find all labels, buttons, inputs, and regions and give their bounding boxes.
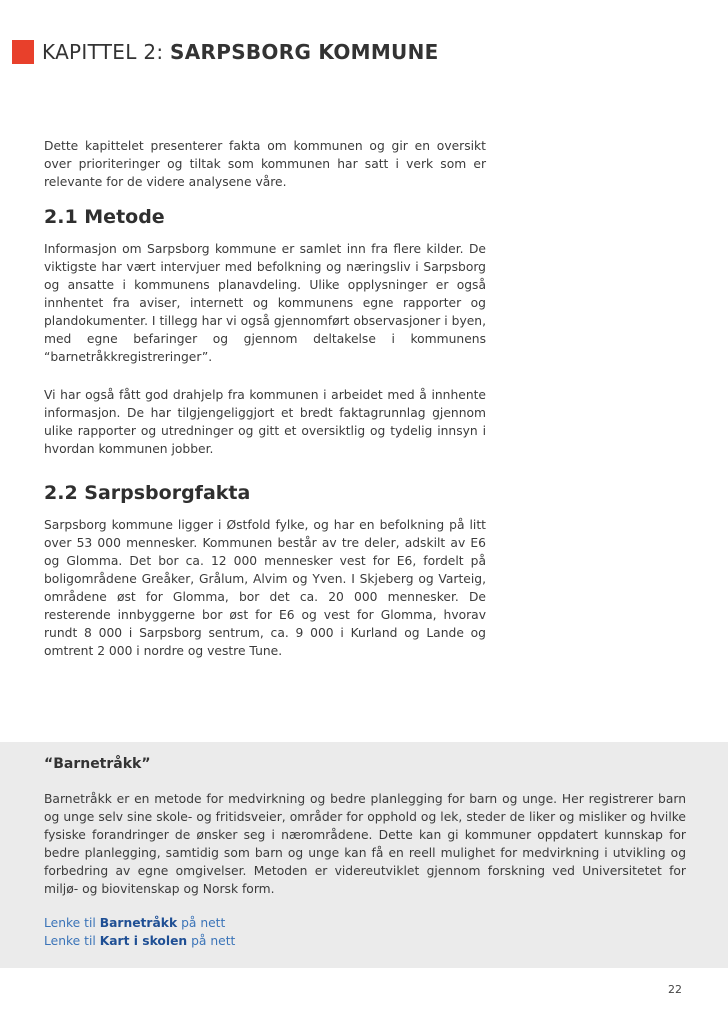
link-barnetrakk[interactable]: [44, 916, 225, 930]
link-barnetrakk-label: Barnetråkk: [99, 916, 178, 930]
link-list: [44, 914, 235, 950]
chapter-title: [42, 40, 439, 64]
link-kart-i-skolen[interactable]: [44, 934, 235, 948]
intro-paragraph: Dette kapittelet presenterer fakta om kommunen og gir en oversikt over prioriteringer og tiltak som kommunen har satt i verk som er relevante for de videre analysene våre.: [44, 139, 486, 189]
metode-paragraph-1: Informasjon om Sarpsborg kommune er samlet inn fra flere kilder. De viktigste har vært intervjuer med befolkning og næringsliv i Sarpsborg og ansatte i kommunens planavdeling. Ulike opplysninger er også innhentet fra aviser, internett og kommunens egne rapporter og plandokumenter. I tillegg har vi også gjennomført observasjoner i byen, med egne befaringer og gjennom deltakelse i kommunens “barnetråkkregistreringer”.: [44, 242, 486, 364]
metode-paragraph-2: Vi har også fått god drahjelp fra kommunen i arbeidet med å innhente informasjon. De har tilgjengeliggjort et bredt faktagrunnlag gjennom ulike rapporter og utredninger og gitt et oversiktlig og tydelig innsyn i hvordan kommunen jobber.: [44, 388, 486, 456]
chapter-marker-square: [12, 40, 34, 64]
section-heading-sarpsborgfakta: 2.2 Sarpsborgfakta: [44, 482, 251, 504]
info-box-title: “Barnetråkk”: [44, 756, 151, 772]
chapter-name: SARPSBORG KOMMUNE: [170, 40, 439, 64]
link-kart-label: Kart i skolen: [99, 934, 188, 948]
chapter-header: [12, 38, 439, 66]
section-heading-metode: 2.1 Metode: [44, 206, 165, 228]
link-barnetrakk-suffix: på nett: [177, 916, 226, 930]
sarpsborgfakta-paragraph: Sarpsborg kommune ligger i Østfold fylke, og har en befolkning på litt over 53 000 mennesker. Kommunen består av tre deler, adskilt av E6 og Glomma. Det bor ca. 12 000 mennesker vest for E6, fordelt på boligområdene Greåker, Grålum, Alvim og Yven. I Skjeberg og Varteig, områdene øst for Glomma, bor det ca. 20 000 mennesker. De resterende innbyggerne bor øst for E6 og vest for Glomma, hvorav rundt 8 000 i Sarpsborg sentrum, ca. 9 000 i Kurland og Lande og omtrent 2 000 i nordre og vestre Tune.: [44, 518, 486, 658]
link-kart-prefix: Lenke til: [44, 934, 100, 948]
info-box-text: Barnetråkk er en metode for medvirkning og bedre planlegging for barn og unge. Her registrerer barn og unge selv sine skole- og fritidsveier, områder for opphold og lek, steder de liker og misliker og hvilke fysiske forandringer de ønsker seg i nærområdene. Dette kan gi kommuner oppdatert kunnskap for bedre planlegging, samtidig som barn og unge kan få en reell mulighet for medvirkning i utvikling og forbedring av egne omgivelser. Metoden er videreutviklet gjennom forskning ved Universitetet for miljø- og biovitenskap og Norsk form.: [44, 792, 686, 896]
chapter-prefix: KAPITTEL 2:: [42, 40, 171, 64]
link-kart-suffix: på nett: [187, 934, 236, 948]
link-barnetrakk-row: [44, 914, 235, 932]
link-barnetrakk-prefix: Lenke til: [44, 916, 100, 930]
page-number: 22: [668, 983, 682, 996]
link-kart-i-skolen-row: [44, 932, 235, 950]
